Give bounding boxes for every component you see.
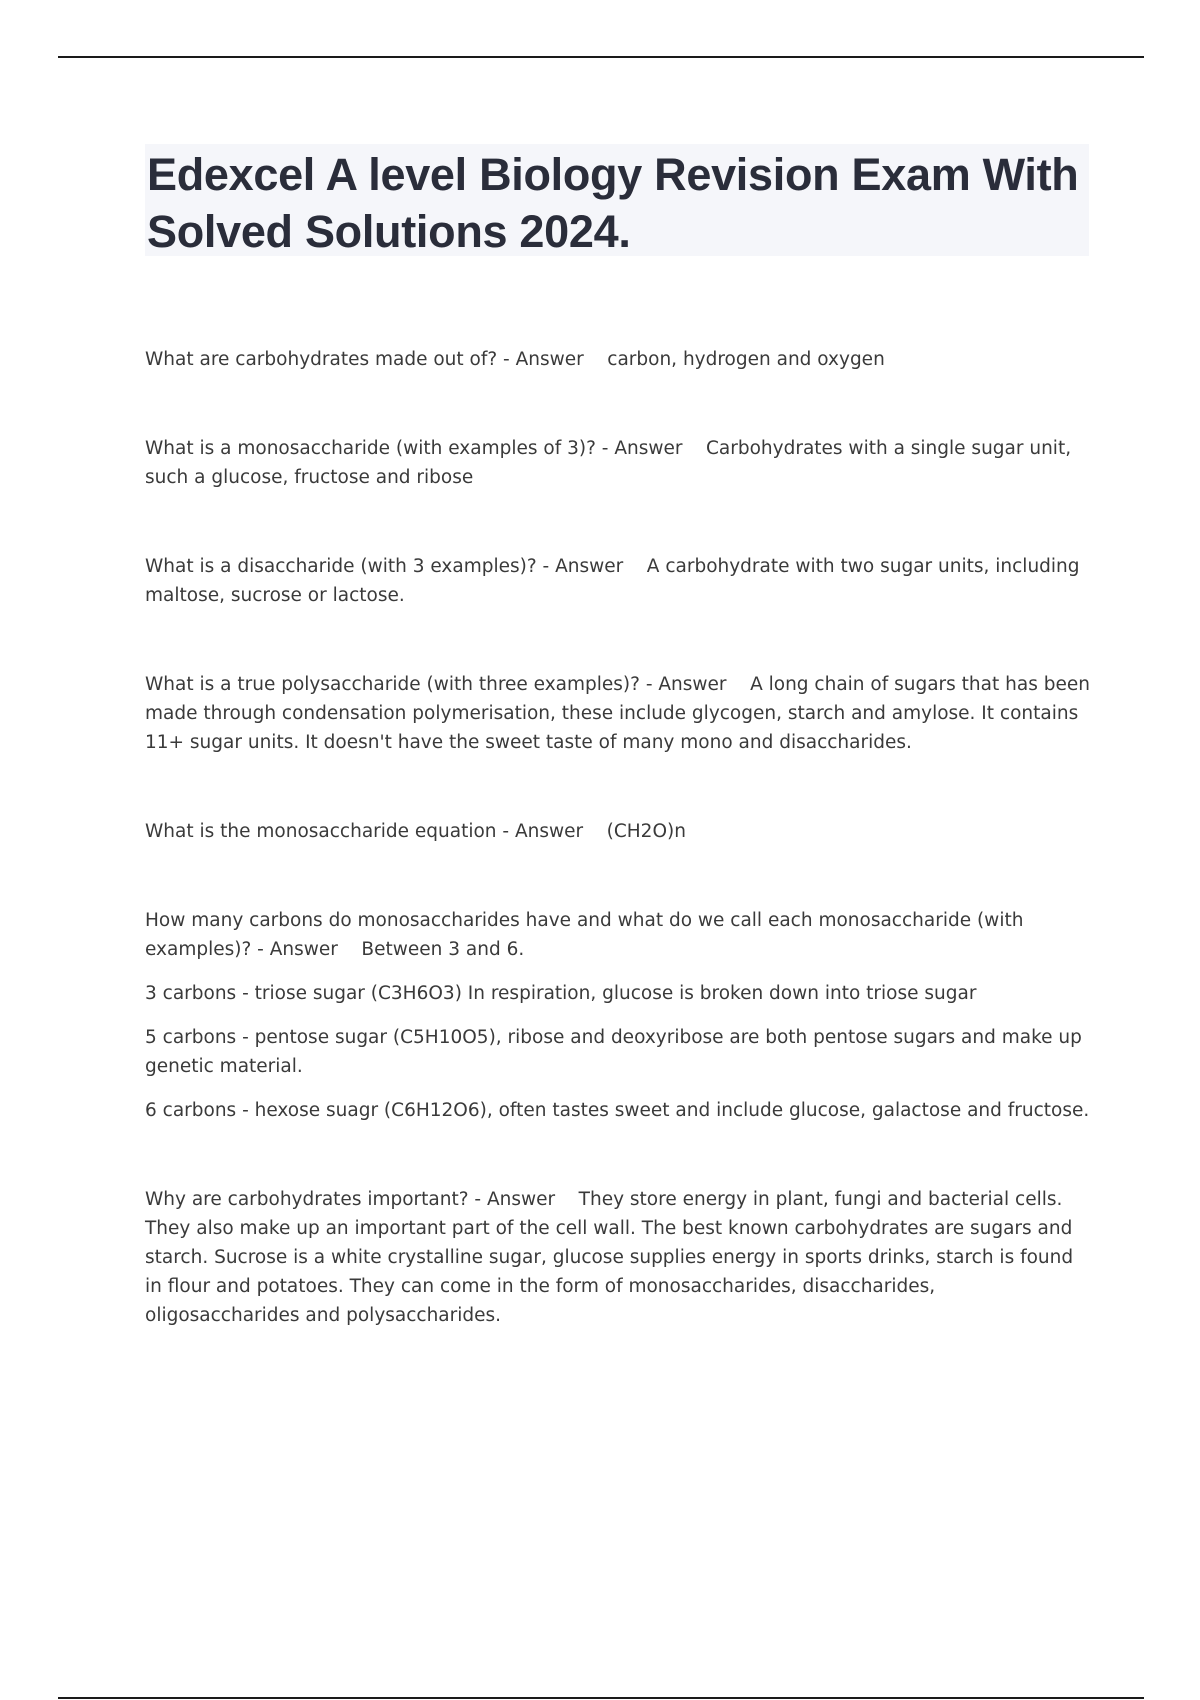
question-text: What is a true polysaccharide (with three examples)? - Answer (145, 674, 727, 695)
question-text: What are carbohydrates made out of? - Answer (145, 349, 584, 370)
question-text: What is a monosaccharide (with examples of 3)? - Answer (145, 438, 683, 459)
qa-item (145, 552, 1090, 610)
answer-text: carbon, hydrogen and oxygen (607, 349, 885, 370)
qa-item (145, 817, 1090, 846)
question-text: What is the monosaccharide equation - Answer (145, 821, 584, 842)
carbon-note: 6 carbons - hexose suagr (C6H12O6), often tastes sweet and include glucose, galactose and fructose. (145, 1100, 1090, 1121)
answer-text: A long chain of sugars that has been made through condensation polymerisation, these include glycogen, starch and amylose. It contains 11+ sugar units. It doesn't have the sweet taste of many mono and disaccharides. (145, 674, 1090, 753)
top-divider (58, 56, 1144, 58)
carbon-note: 3 carbons - triose sugar (C3H6O3) In respiration, glucose is broken down into triose sugar (145, 983, 977, 1004)
qa-item (145, 906, 1090, 964)
question-text: Why are carbohydrates important? - Answer (145, 1189, 556, 1210)
qa-item (145, 1185, 1090, 1330)
answer-text: A carbohydrate with two sugar units, including maltose, sucrose or lactose. (145, 556, 1080, 606)
answer-text: Carbohydrates with a single sugar unit, such a glucose, fructose and ribose (145, 438, 1072, 488)
document-title: Edexcel A level Biology Revision Exam With Solved Solutions 2024. (147, 149, 1079, 257)
qa-item (145, 345, 1090, 374)
title-box (145, 144, 1089, 256)
question-text: How many carbons do monosaccharides have and what do we call each monosaccharide (with examples)? - Answer (145, 910, 1024, 960)
answer-text: Between 3 and 6. (361, 939, 525, 960)
qa-item (145, 434, 1090, 492)
answer-text: (CH2O)n (606, 821, 686, 842)
bottom-divider (58, 1697, 1144, 1699)
question-text: What is a disaccharide (with 3 examples)? - Answer (145, 556, 624, 577)
qa-item (145, 670, 1090, 757)
document-body (145, 345, 1090, 1330)
carbon-note: 5 carbons - pentose sugar (C5H10O5), ribose and deoxyribose are both pentose sugars and make up genetic material. (145, 1027, 1082, 1077)
answer-text: They store energy in plant, fungi and bacterial cells. They also make up an important part of the cell wall. The best known carbohydrates are sugars and starch. Sucrose is a white crystalline sugar, glucose supplies energy in sports drinks, starch is found in flour and potatoes. They can come in the form of monosaccharides, disaccharides, oligosaccharides and polysaccharides. (145, 1189, 1074, 1326)
